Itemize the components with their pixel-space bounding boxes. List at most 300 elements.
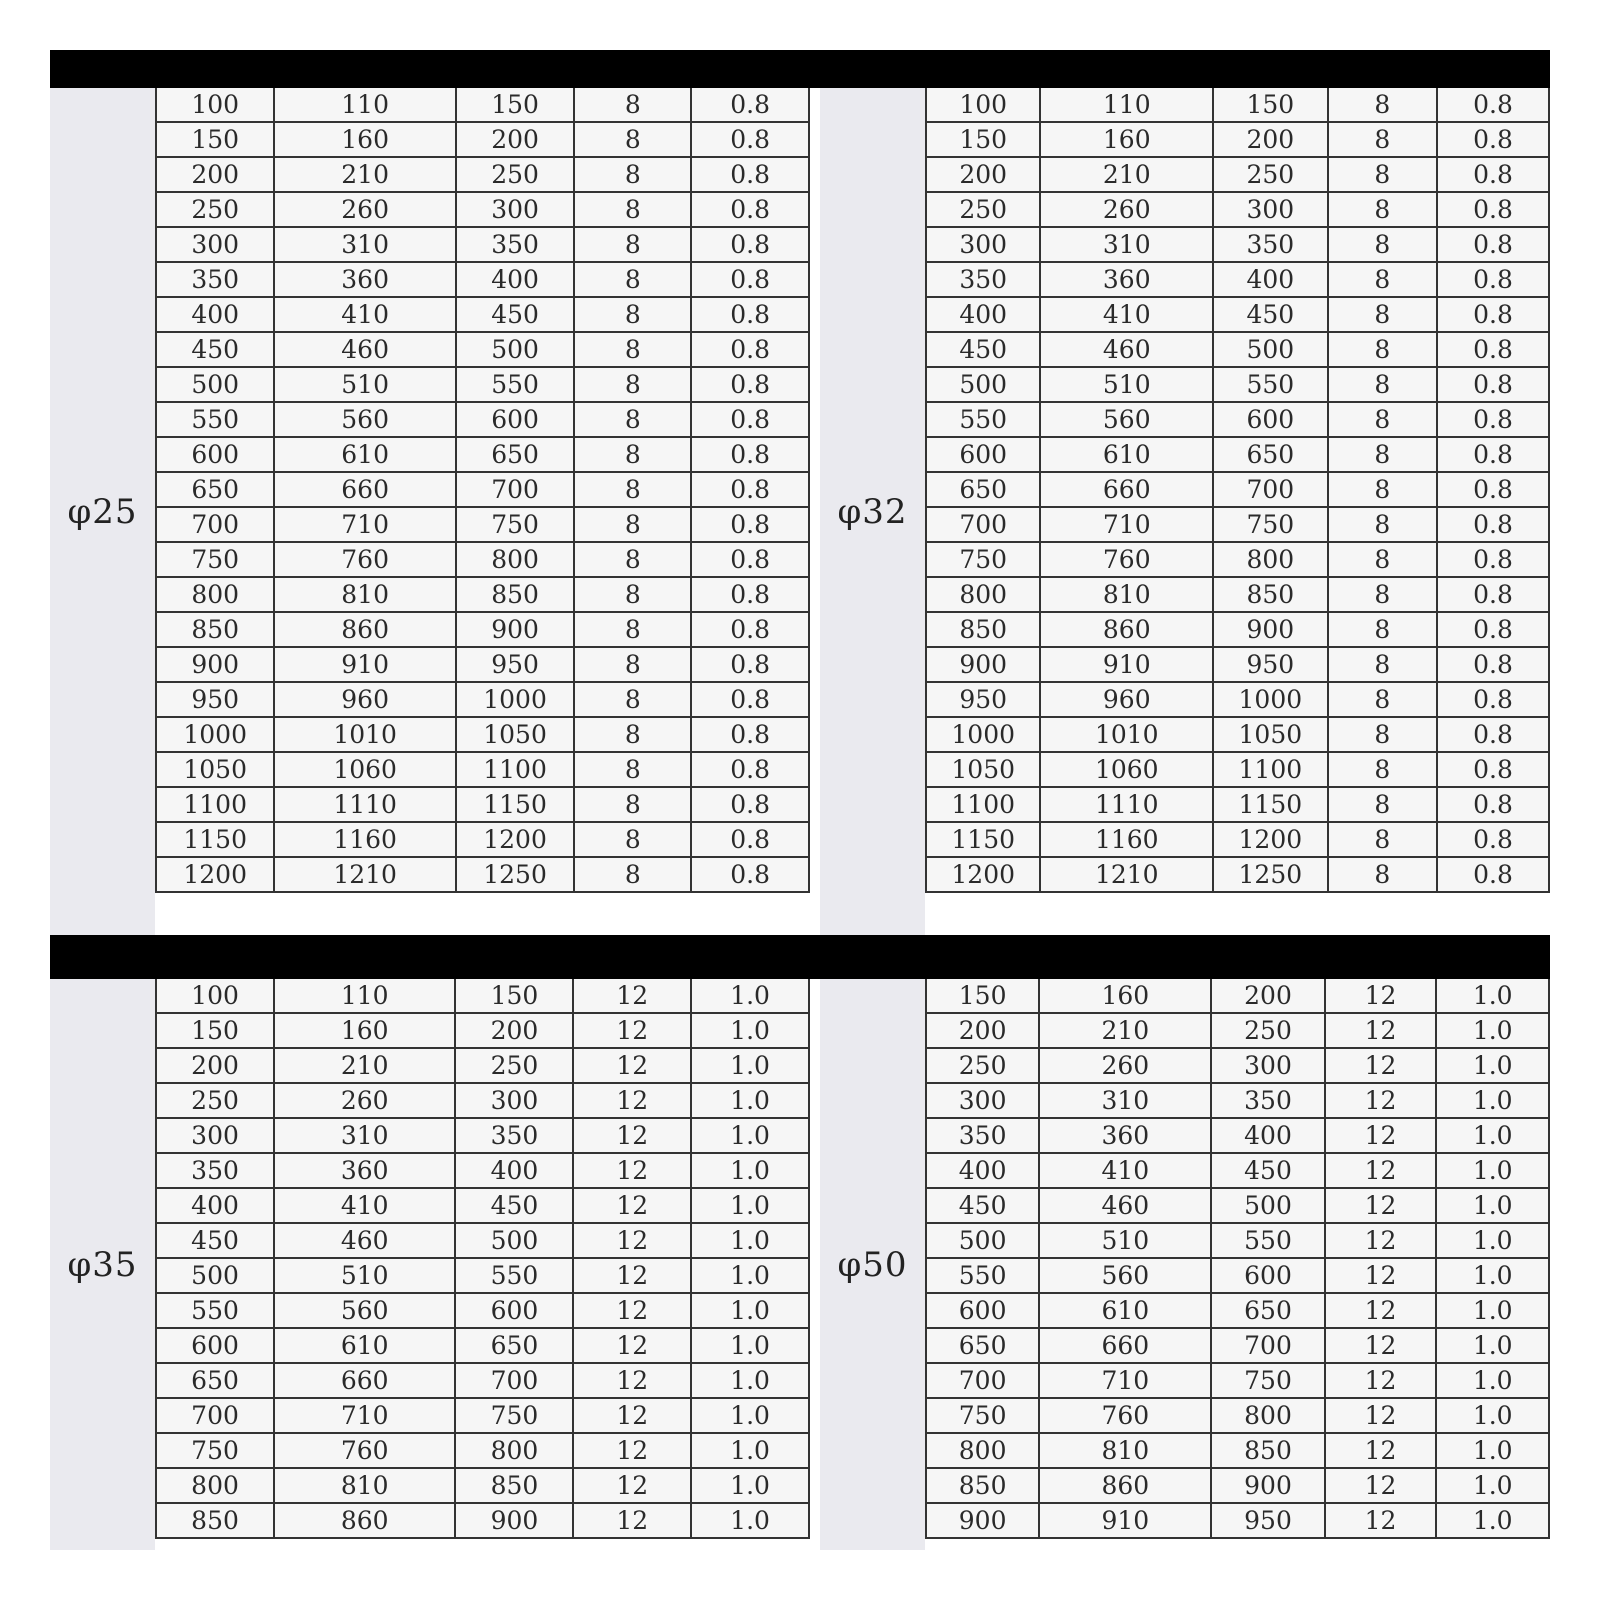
table-row xyxy=(926,1293,1549,1328)
table-cell: 460 xyxy=(1040,332,1213,367)
table-cell: 1010 xyxy=(1040,717,1213,752)
table-cell: 510 xyxy=(1039,1223,1211,1258)
table-cell: 1.0 xyxy=(1436,1398,1549,1433)
table-row xyxy=(156,647,809,682)
table-cell: 800 xyxy=(455,1433,573,1468)
table-cell: 1.0 xyxy=(691,1258,809,1293)
table-cell: 1100 xyxy=(456,752,574,787)
table-cell: 550 xyxy=(156,402,274,437)
table-row xyxy=(926,192,1549,227)
table-cell: 360 xyxy=(1040,262,1213,297)
table-cell: 550 xyxy=(456,367,574,402)
table-row xyxy=(156,612,809,647)
table-cell: 350 xyxy=(1213,227,1327,262)
table-cell: 0.8 xyxy=(1437,332,1549,367)
table-cell: 1200 xyxy=(926,857,1040,892)
table-row xyxy=(926,472,1549,507)
table-cell: 12 xyxy=(1325,1048,1437,1083)
table-row xyxy=(156,1363,809,1398)
table-cell: 950 xyxy=(456,647,574,682)
table-cell: 900 xyxy=(156,647,274,682)
spec-panel-phi32 xyxy=(820,88,1550,935)
table-cell: 750 xyxy=(156,1433,274,1468)
table-cell: 12 xyxy=(1325,1153,1437,1188)
table-cell: 410 xyxy=(1040,297,1213,332)
table-cell: 250 xyxy=(156,1083,274,1118)
table-cell: 0.8 xyxy=(1437,577,1549,612)
table-cell: 560 xyxy=(274,1293,455,1328)
table-row xyxy=(156,437,809,472)
table-cell: 0.8 xyxy=(1437,857,1549,892)
table-cell: 150 xyxy=(156,1013,274,1048)
table-cell: 700 xyxy=(1211,1328,1324,1363)
table-cell: 510 xyxy=(274,367,455,402)
table-row xyxy=(156,717,809,752)
table-cell: 12 xyxy=(573,1153,691,1188)
table-cell: 1.0 xyxy=(1436,1468,1549,1503)
table-cell: 12 xyxy=(573,1293,691,1328)
table-cell: 800 xyxy=(156,577,274,612)
table-cell: 12 xyxy=(1325,1223,1437,1258)
table-cell: 1.0 xyxy=(691,1398,809,1433)
table-row xyxy=(156,857,809,892)
table-cell: 8 xyxy=(1328,262,1438,297)
table-cell: 960 xyxy=(274,682,455,717)
table-cell: 510 xyxy=(1040,367,1213,402)
table-cell: 8 xyxy=(1328,857,1438,892)
table-row xyxy=(156,1048,809,1083)
table-cell: 0.8 xyxy=(1437,297,1549,332)
table-cell: 150 xyxy=(1213,88,1327,122)
table-cell: 850 xyxy=(455,1468,573,1503)
table-cell: 500 xyxy=(456,332,574,367)
table-row xyxy=(926,542,1549,577)
table-cell: 1.0 xyxy=(1436,1223,1549,1258)
table-cell: 700 xyxy=(926,1363,1039,1398)
table-row xyxy=(926,367,1549,402)
table-row xyxy=(156,507,809,542)
table-cell: 1100 xyxy=(156,787,274,822)
table-cell: 0.8 xyxy=(1437,822,1549,857)
table-cell: 1050 xyxy=(456,717,574,752)
table-cell: 1.0 xyxy=(1436,1048,1549,1083)
table-cell: 850 xyxy=(456,577,574,612)
table-cell: 0.8 xyxy=(1437,402,1549,437)
table-cell: 500 xyxy=(156,1258,274,1293)
table-cell: 8 xyxy=(574,822,691,857)
table-row xyxy=(926,1048,1549,1083)
table-cell: 300 xyxy=(1211,1048,1324,1083)
table-cell: 310 xyxy=(274,1118,455,1153)
table-cell: 450 xyxy=(926,1188,1039,1223)
table-cell: 0.8 xyxy=(691,402,809,437)
table-cell: 350 xyxy=(456,227,574,262)
table-cell: 1.0 xyxy=(1436,1188,1549,1223)
table-cell: 650 xyxy=(926,472,1040,507)
table-cell: 710 xyxy=(1039,1363,1211,1398)
table-cell: 250 xyxy=(156,192,274,227)
table-cell: 8 xyxy=(574,612,691,647)
table-cell: 0.8 xyxy=(691,157,809,192)
table-cell: 250 xyxy=(926,192,1040,227)
table-cell: 410 xyxy=(274,1188,455,1223)
table-cell: 960 xyxy=(1040,682,1213,717)
table-row xyxy=(156,332,809,367)
table-cell: 8 xyxy=(574,367,691,402)
table-cell: 8 xyxy=(574,157,691,192)
table-cell: 600 xyxy=(926,1293,1039,1328)
table-row xyxy=(926,157,1549,192)
table-row xyxy=(926,1083,1549,1118)
table-cell: 800 xyxy=(1213,542,1327,577)
table-cell: 0.8 xyxy=(691,437,809,472)
table-cell: 0.8 xyxy=(1437,717,1549,752)
table-cell: 8 xyxy=(1328,822,1438,857)
table-cell: 250 xyxy=(1213,157,1327,192)
table-cell: 360 xyxy=(274,262,455,297)
table-cell: 1000 xyxy=(156,717,274,752)
table-cell: 400 xyxy=(456,262,574,297)
table-cell: 800 xyxy=(926,577,1040,612)
table-row xyxy=(926,857,1549,892)
table-cell: 260 xyxy=(1040,192,1213,227)
table-cell: 950 xyxy=(156,682,274,717)
spec-table xyxy=(155,88,810,893)
table-cell: 560 xyxy=(1040,402,1213,437)
table-cell: 1210 xyxy=(1040,857,1213,892)
table-cell: 200 xyxy=(1213,122,1327,157)
table-cell: 0.8 xyxy=(691,262,809,297)
table-cell: 8 xyxy=(1328,682,1438,717)
table-row xyxy=(926,717,1549,752)
diameter-label: φ50 xyxy=(820,979,925,1550)
table-cell: 8 xyxy=(574,787,691,822)
table-cell: 760 xyxy=(1040,542,1213,577)
table-cell: 750 xyxy=(1213,507,1327,542)
table-cell: 8 xyxy=(1328,647,1438,682)
table-cell: 350 xyxy=(926,262,1040,297)
table-cell: 300 xyxy=(926,227,1040,262)
table-row xyxy=(926,1433,1549,1468)
table-cell: 610 xyxy=(274,1328,455,1363)
table-cell: 0.8 xyxy=(1437,682,1549,717)
table-cell: 0.8 xyxy=(691,192,809,227)
table-cell: 200 xyxy=(156,157,274,192)
table-cell: 0.8 xyxy=(1437,507,1549,542)
table-row xyxy=(926,88,1549,122)
table-cell: 1.0 xyxy=(1436,979,1549,1013)
table-cell: 410 xyxy=(1039,1153,1211,1188)
table-cell: 910 xyxy=(1039,1503,1211,1538)
table-cell: 12 xyxy=(1325,1293,1437,1328)
table-cell: 0.8 xyxy=(691,752,809,787)
table-row xyxy=(926,1223,1549,1258)
table-cell: 150 xyxy=(926,979,1039,1013)
table-cell: 650 xyxy=(156,1363,274,1398)
table-cell: 260 xyxy=(1039,1048,1211,1083)
table-cell: 650 xyxy=(1211,1293,1324,1328)
table-cell: 1.0 xyxy=(1436,1118,1549,1153)
table-cell: 650 xyxy=(926,1328,1039,1363)
table-row xyxy=(156,262,809,297)
middle-header-bar xyxy=(50,935,1550,979)
table-row xyxy=(156,822,809,857)
table-cell: 0.8 xyxy=(691,577,809,612)
table-cell: 710 xyxy=(274,1398,455,1433)
table-row xyxy=(156,752,809,787)
table-cell: 650 xyxy=(456,437,574,472)
table-row xyxy=(926,227,1549,262)
table-cell: 950 xyxy=(1213,647,1327,682)
table-cell: 1050 xyxy=(156,752,274,787)
table-cell: 12 xyxy=(573,1328,691,1363)
table-cell: 650 xyxy=(455,1328,573,1363)
spec-table xyxy=(925,979,1550,1539)
table-cell: 150 xyxy=(926,122,1040,157)
table-cell: 0.8 xyxy=(1437,192,1549,227)
table-cell: 300 xyxy=(1213,192,1327,227)
table-cell: 510 xyxy=(274,1258,455,1293)
table-cell: 12 xyxy=(1325,1083,1437,1118)
table-cell: 1200 xyxy=(156,857,274,892)
table-cell: 850 xyxy=(1213,577,1327,612)
table-cell: 250 xyxy=(1211,1013,1324,1048)
table-cell: 800 xyxy=(156,1468,274,1503)
table-row xyxy=(926,1153,1549,1188)
table-cell: 460 xyxy=(274,332,455,367)
table-cell: 1.0 xyxy=(691,1083,809,1118)
table-cell: 0.8 xyxy=(691,717,809,752)
table-cell: 860 xyxy=(1040,612,1213,647)
table-row xyxy=(156,1013,809,1048)
table-cell: 1.0 xyxy=(1436,1363,1549,1398)
table-row xyxy=(156,1398,809,1433)
table-row xyxy=(926,1328,1549,1363)
table-cell: 8 xyxy=(1328,227,1438,262)
table-cell: 700 xyxy=(926,507,1040,542)
table-cell: 260 xyxy=(274,192,455,227)
table-cell: 850 xyxy=(156,1503,274,1538)
table-cell: 1150 xyxy=(1213,787,1327,822)
table-cell: 150 xyxy=(156,122,274,157)
table-row xyxy=(926,1013,1549,1048)
table-cell: 8 xyxy=(1328,332,1438,367)
table-cell: 1.0 xyxy=(691,1223,809,1258)
table-cell: 750 xyxy=(456,507,574,542)
table-cell: 12 xyxy=(573,1188,691,1223)
table-cell: 0.8 xyxy=(1437,542,1549,577)
table-cell: 400 xyxy=(156,297,274,332)
table-cell: 350 xyxy=(455,1118,573,1153)
table-cell: 12 xyxy=(1325,1013,1437,1048)
table-cell: 750 xyxy=(156,542,274,577)
table-cell: 1050 xyxy=(1213,717,1327,752)
table-cell: 0.8 xyxy=(691,122,809,157)
table-cell: 100 xyxy=(156,88,274,122)
diameter-label: φ35 xyxy=(50,979,155,1550)
table-cell: 600 xyxy=(156,1328,274,1363)
table-row xyxy=(156,1503,809,1538)
table-cell: 760 xyxy=(274,1433,455,1468)
table-cell: 500 xyxy=(455,1223,573,1258)
table-cell: 8 xyxy=(1328,472,1438,507)
table-cell: 450 xyxy=(156,1223,274,1258)
table-cell: 550 xyxy=(156,1293,274,1328)
table-cell: 550 xyxy=(1211,1223,1324,1258)
table-cell: 1060 xyxy=(274,752,455,787)
table-cell: 12 xyxy=(573,1013,691,1048)
table-cell: 1.0 xyxy=(1436,1293,1549,1328)
table-cell: 8 xyxy=(1328,752,1438,787)
table-cell: 610 xyxy=(1040,437,1213,472)
table-cell: 560 xyxy=(1039,1258,1211,1293)
table-cell: 12 xyxy=(573,1083,691,1118)
table-cell: 8 xyxy=(1328,402,1438,437)
table-cell: 1250 xyxy=(1213,857,1327,892)
table-cell: 750 xyxy=(926,1398,1039,1433)
table-cell: 150 xyxy=(456,88,574,122)
table-cell: 350 xyxy=(156,262,274,297)
table-cell: 8 xyxy=(574,402,691,437)
table-cell: 160 xyxy=(1040,122,1213,157)
table-cell: 260 xyxy=(274,1083,455,1118)
table-cell: 400 xyxy=(1213,262,1327,297)
table-cell: 1.0 xyxy=(1436,1153,1549,1188)
table-row xyxy=(156,367,809,402)
table-cell: 550 xyxy=(1213,367,1327,402)
table-row xyxy=(926,1503,1549,1538)
table-cell: 300 xyxy=(456,192,574,227)
table-cell: 8 xyxy=(574,192,691,227)
table-cell: 1210 xyxy=(274,857,455,892)
table-cell: 660 xyxy=(274,1363,455,1398)
table-cell: 160 xyxy=(1039,979,1211,1013)
table-cell: 360 xyxy=(274,1153,455,1188)
spec-panel-phi25 xyxy=(50,88,810,935)
table-row xyxy=(926,297,1549,332)
table-cell: 12 xyxy=(1325,1188,1437,1223)
table-cell: 660 xyxy=(274,472,455,507)
table-row xyxy=(156,1118,809,1153)
table-cell: 8 xyxy=(574,122,691,157)
table-cell: 600 xyxy=(926,437,1040,472)
table-cell: 1.0 xyxy=(1436,1013,1549,1048)
table-row xyxy=(156,122,809,157)
table-cell: 400 xyxy=(156,1188,274,1223)
table-cell: 1100 xyxy=(926,787,1040,822)
table-row xyxy=(926,752,1549,787)
table-cell: 450 xyxy=(1213,297,1327,332)
table-cell: 1160 xyxy=(1040,822,1213,857)
table-cell: 8 xyxy=(1328,577,1438,612)
table-cell: 750 xyxy=(1211,1363,1324,1398)
table-cell: 0.8 xyxy=(691,367,809,402)
table-cell: 400 xyxy=(1211,1118,1324,1153)
table-cell: 1.0 xyxy=(691,1363,809,1398)
table-cell: 450 xyxy=(1211,1153,1324,1188)
table-cell: 760 xyxy=(1039,1398,1211,1433)
table-cell: 400 xyxy=(926,297,1040,332)
table-cell: 760 xyxy=(274,542,455,577)
table-row xyxy=(156,1258,809,1293)
table-cell: 900 xyxy=(1211,1468,1324,1503)
table-cell: 700 xyxy=(156,1398,274,1433)
table-cell: 8 xyxy=(574,577,691,612)
table-cell: 550 xyxy=(926,1258,1039,1293)
table-cell: 300 xyxy=(156,227,274,262)
table-cell: 460 xyxy=(1039,1188,1211,1223)
table-cell: 250 xyxy=(926,1048,1039,1083)
table-cell: 800 xyxy=(456,542,574,577)
table-row xyxy=(926,1363,1549,1398)
table-row xyxy=(156,1468,809,1503)
table-cell: 0.8 xyxy=(1437,88,1549,122)
table-cell: 360 xyxy=(1039,1118,1211,1153)
table-row xyxy=(926,979,1549,1013)
table-cell: 350 xyxy=(926,1118,1039,1153)
table-cell: 910 xyxy=(1040,647,1213,682)
table-cell: 750 xyxy=(926,542,1040,577)
table-cell: 400 xyxy=(455,1153,573,1188)
table-cell: 850 xyxy=(926,612,1040,647)
table-cell: 660 xyxy=(1039,1328,1211,1363)
table-cell: 1160 xyxy=(274,822,455,857)
table-cell: 450 xyxy=(456,297,574,332)
table-cell: 1050 xyxy=(926,752,1040,787)
table-row xyxy=(926,1258,1549,1293)
table-cell: 300 xyxy=(926,1083,1039,1118)
table-cell: 310 xyxy=(1040,227,1213,262)
table-cell: 150 xyxy=(455,979,573,1013)
table-cell: 210 xyxy=(1040,157,1213,192)
table-row xyxy=(926,1468,1549,1503)
table-cell: 310 xyxy=(1039,1083,1211,1118)
table-cell: 900 xyxy=(1213,612,1327,647)
table-cell: 550 xyxy=(926,402,1040,437)
table-cell: 0.8 xyxy=(691,682,809,717)
table-cell: 0.8 xyxy=(691,332,809,367)
table-row xyxy=(156,1153,809,1188)
table-cell: 600 xyxy=(156,437,274,472)
table-cell: 1.0 xyxy=(691,1048,809,1083)
table-cell: 8 xyxy=(574,88,691,122)
table-cell: 200 xyxy=(456,122,574,157)
table-cell: 710 xyxy=(1040,507,1213,542)
table-cell: 8 xyxy=(574,437,691,472)
table-cell: 1.0 xyxy=(691,1153,809,1188)
table-cell: 12 xyxy=(573,1503,691,1538)
table-cell: 110 xyxy=(274,88,455,122)
table-cell: 8 xyxy=(574,297,691,332)
table-cell: 12 xyxy=(1325,979,1437,1013)
table-cell: 1000 xyxy=(456,682,574,717)
table-cell: 610 xyxy=(274,437,455,472)
table-row xyxy=(156,542,809,577)
table-cell: 610 xyxy=(1039,1293,1211,1328)
table-cell: 0.8 xyxy=(691,507,809,542)
table-row xyxy=(156,297,809,332)
table-cell: 210 xyxy=(274,157,455,192)
diameter-label: φ32 xyxy=(820,88,925,935)
table-cell: 12 xyxy=(573,1468,691,1503)
table-cell: 8 xyxy=(574,332,691,367)
table-row xyxy=(156,1188,809,1223)
table-cell: 12 xyxy=(573,979,691,1013)
table-cell: 0.8 xyxy=(1437,367,1549,402)
table-cell: 12 xyxy=(1325,1468,1437,1503)
table-cell: 8 xyxy=(574,227,691,262)
table-cell: 12 xyxy=(573,1433,691,1468)
